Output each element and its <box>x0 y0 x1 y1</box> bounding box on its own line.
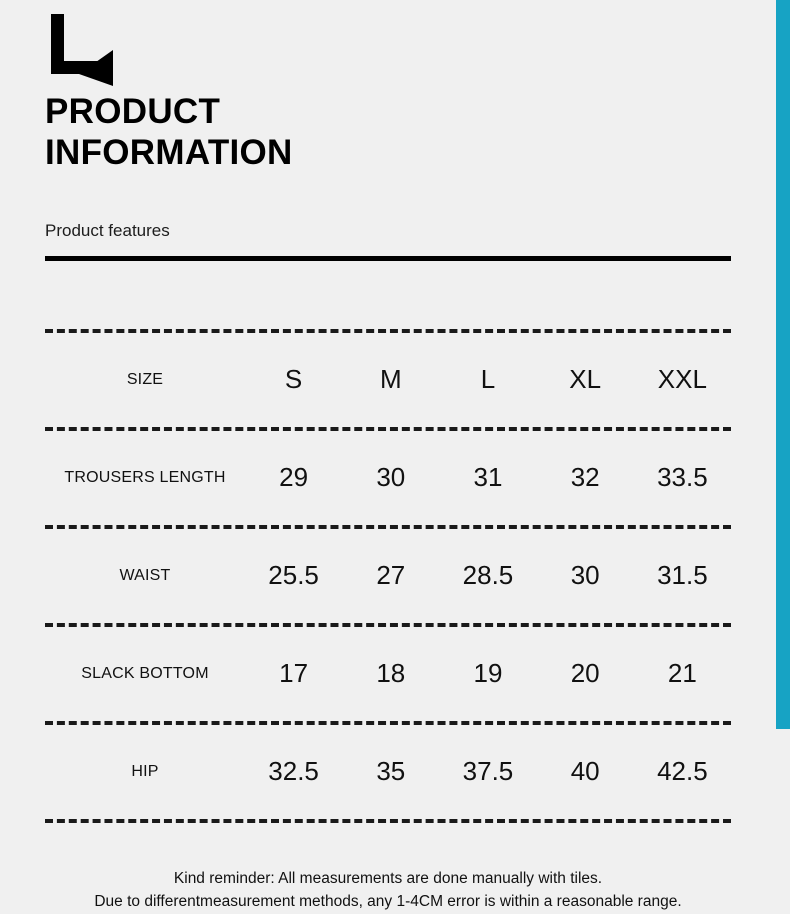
dashed-divider <box>45 427 731 431</box>
page-title <box>45 92 731 173</box>
size-header-l: L <box>480 364 496 395</box>
size-header-m: M <box>379 364 402 395</box>
dashed-divider <box>45 819 731 823</box>
size-table <box>45 306 731 845</box>
table-row <box>45 453 731 502</box>
cell-slack-bottom-xl: 20 <box>570 658 600 689</box>
page-title-line-2: INFORMATION <box>45 132 293 172</box>
cell-slack-bottom-xxl: 21 <box>667 658 697 689</box>
cell-hip-xxl: 42.5 <box>657 756 708 787</box>
size-row-label: SIZE <box>126 370 164 388</box>
size-header-xl: XL <box>569 364 602 395</box>
cell-trousers-length-xl: 32 <box>570 462 600 493</box>
page-title-line-1: PRODUCT <box>45 92 221 131</box>
row-label-hip: HIP <box>131 762 159 780</box>
table-row <box>45 747 731 796</box>
table-divider-row <box>45 600 731 649</box>
cell-waist-l: 28.5 <box>462 560 514 591</box>
table-row <box>45 551 731 600</box>
dashed-divider <box>45 329 731 333</box>
dashed-divider <box>45 721 731 725</box>
cell-waist-s: 25.5 <box>268 560 319 591</box>
cell-trousers-length-s: 29 <box>279 462 309 493</box>
cell-hip-s: 32.5 <box>268 756 319 787</box>
dashed-divider <box>45 525 731 529</box>
row-label-waist: WAIST <box>119 566 171 584</box>
cell-hip-xl: 40 <box>570 756 600 787</box>
size-chart <box>45 306 731 845</box>
table-divider-row <box>45 796 731 845</box>
table-header-row <box>45 355 731 404</box>
accent-strip <box>776 0 790 729</box>
cell-waist-xl: 30 <box>570 560 600 591</box>
cell-hip-m: 35 <box>376 756 406 787</box>
cell-slack-bottom-s: 17 <box>279 658 309 689</box>
measurement-note-line-1: Kind reminder: All measurements are done manually with tiles. <box>173 870 603 888</box>
cell-trousers-length-l: 31 <box>473 462 503 493</box>
row-label-slack-bottom: SLACK BOTTOM <box>81 664 209 682</box>
dashed-divider <box>45 623 731 627</box>
cell-trousers-length-m: 30 <box>376 462 406 493</box>
cell-slack-bottom-l: 19 <box>473 658 503 689</box>
cell-waist-xxl: 31.5 <box>657 560 708 591</box>
measurement-note <box>45 867 731 914</box>
product-features-label: Product features <box>45 221 170 241</box>
cell-hip-l: 37.5 <box>462 756 514 787</box>
size-header-s: S <box>284 364 303 395</box>
measurement-note-line-2: Due to differentmeasurement methods, any 1-4CM error is within a reasonable range. <box>94 893 682 911</box>
table-row <box>45 649 731 698</box>
table-divider-row <box>45 502 731 551</box>
header-divider <box>45 256 731 261</box>
cell-trousers-length-xxl: 33.5 <box>657 462 708 493</box>
row-label-trousers-length: TROUSERS LENGTH <box>64 468 226 486</box>
table-divider-row <box>45 698 731 747</box>
table-divider-row <box>45 306 731 355</box>
cell-slack-bottom-m: 18 <box>376 658 406 689</box>
size-header-xxl: XXL <box>657 364 707 395</box>
arrow-down-right-icon <box>45 14 121 86</box>
table-divider-row <box>45 404 731 453</box>
cell-waist-m: 27 <box>376 560 406 591</box>
